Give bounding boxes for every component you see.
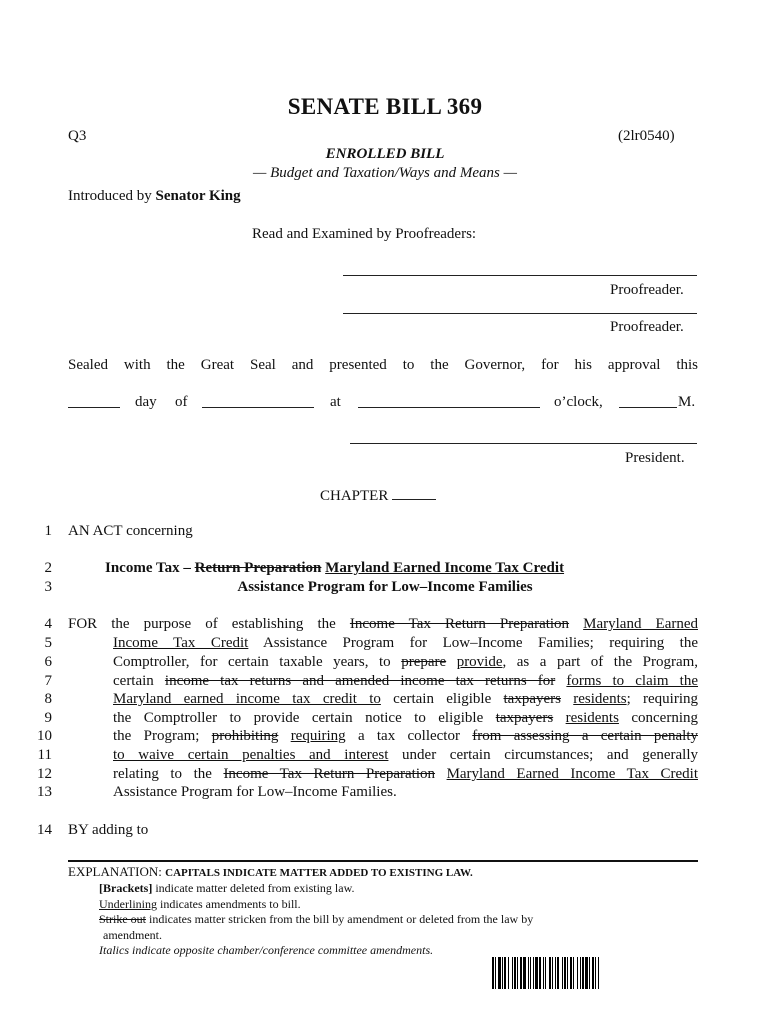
struck-text: Income Tax Return Preparation (223, 766, 436, 782)
purpose-line-8 (113, 691, 698, 708)
text: Comptroller, for certain taxable years, to (113, 654, 402, 670)
purpose-line-10 (113, 728, 698, 745)
strikeout-text: indicates matter stricken from the bill by amendment or deleted from the law by (146, 912, 534, 926)
purpose-line-7 (113, 673, 698, 690)
sponsor-name: Senator King (155, 188, 241, 204)
title-inserted-text: Maryland Earned Income Tax Credit (325, 560, 565, 576)
proofreader-label-2: Proofreader. (610, 319, 684, 335)
purpose-line-13: Assistance Program for Low–Income Families. (113, 784, 397, 800)
inserted-text: Income Tax Credit (113, 635, 249, 651)
text: concerning (618, 710, 699, 726)
bill-title-line-1 (105, 560, 564, 577)
explanation-caps-text: CAPITALS INDICATE MATTER ADDED TO EXISTING LAW. (165, 867, 473, 879)
introduced-prefix: Introduced by (68, 188, 156, 204)
inserted-text: Maryland Earned Income Tax Credit (446, 766, 698, 782)
text: relating to the (113, 766, 224, 782)
lr-number: (2lr0540) (618, 128, 675, 144)
purpose-line-11 (113, 747, 698, 764)
inserted-text: to waive certain penalties and interest (113, 747, 389, 763)
proofreader-signature-line-1 (343, 275, 697, 276)
meridian-label: M. (678, 394, 696, 410)
explanation-heading (68, 864, 473, 880)
purpose-line-12 (113, 766, 698, 783)
day-blank (68, 393, 120, 408)
act-line: AN ACT concerning (68, 523, 193, 539)
line-number: 2 (44, 560, 52, 576)
line-number: 3 (44, 579, 52, 595)
proofreaders-heading: Read and Examined by Proofreaders: (252, 226, 477, 242)
inserted-text: forms to claim the (566, 673, 699, 689)
proofreader-signature-line-2 (343, 313, 697, 314)
purpose-line-4 (68, 616, 698, 633)
brackets-word: [Brackets] (99, 881, 153, 895)
explanation-divider (68, 860, 698, 862)
explanation-strikeout-cont: amendment. (103, 928, 162, 942)
line-number: 10 (37, 728, 52, 744)
explanation-brackets (99, 880, 354, 896)
purpose-line-9 (113, 710, 698, 727)
text: a tax collector (345, 728, 473, 744)
underlining-text: indicates amendments to bill. (157, 897, 301, 911)
text: certain eligible (380, 691, 504, 707)
purpose-line-5 (113, 635, 698, 652)
line-number: 11 (37, 747, 52, 763)
text: Assistance Program for Low–Income Families; requiring the (248, 635, 698, 651)
explanation-underlining (99, 896, 301, 912)
text: , as a part of the Program, (502, 654, 699, 670)
text: under certain circumstances; and generally (388, 747, 698, 763)
line-number: 4 (44, 616, 52, 632)
line-number: 8 (44, 691, 52, 707)
line-number: 1 (44, 523, 52, 539)
struck-text: taxpayers (495, 710, 554, 726)
text: the Program; (113, 728, 212, 744)
chapter-line (320, 485, 436, 506)
oclock-label: o’clock, (554, 394, 603, 410)
inserted-text: Maryland Earned (583, 616, 698, 632)
line-number: 9 (44, 710, 52, 726)
text: ; requiring (626, 691, 698, 707)
struck-text: prepare (401, 654, 447, 670)
chapter-blank (392, 485, 436, 500)
line-number: 13 (37, 784, 52, 800)
bill-title-line-2: Assistance Program for Low–Income Families (237, 579, 533, 595)
line-number: 14 (37, 822, 52, 838)
line-number: 12 (37, 766, 52, 782)
purpose-line-6 (113, 654, 698, 671)
struck-text: Income Tax Return Preparation (349, 616, 570, 632)
day-label: day (135, 394, 157, 410)
at-label: at (330, 394, 341, 410)
explanation-strikeout (99, 911, 533, 927)
struck-text: from assessing a certain penalty (472, 728, 698, 744)
struck-text: income tax returns and amended income tax returns for (164, 673, 556, 689)
text: the Comptroller to provide certain notice to eligible (113, 710, 496, 726)
proofreader-label-1: Proofreader. (610, 282, 684, 298)
enrolled-label: ENROLLED BILL (325, 146, 445, 162)
title-prefix: Income Tax – (105, 560, 195, 576)
struck-text: prohibiting (211, 728, 279, 744)
struck-text: taxpayers (503, 691, 561, 707)
inserted-text: Maryland earned income tax credit to (113, 691, 381, 707)
of-label: of (175, 394, 188, 410)
meridian-blank (619, 393, 677, 408)
inserted-text: provide (456, 654, 503, 670)
explanation-label: EXPLANATION: (68, 864, 166, 879)
text: FOR the purpose of establishing the (68, 616, 350, 632)
underlining-word: Underlining (99, 897, 157, 911)
brackets-text: indicate matter deleted from existing law. (152, 881, 355, 895)
month-blank (202, 393, 314, 408)
time-blank (358, 393, 540, 408)
line-number: 6 (44, 654, 52, 670)
line-number: 7 (44, 673, 52, 689)
title-struck-text: Return Preparation (194, 560, 322, 576)
chapter-label: CHAPTER (320, 488, 389, 504)
inserted-text: residents (565, 710, 619, 726)
president-signature-line (350, 443, 697, 444)
sealed-statement: Sealed with the Great Seal and presented to the Governor, for his approval this (68, 357, 698, 373)
line-number: 5 (44, 635, 52, 651)
barcode-image (492, 957, 680, 989)
by-adding-line: BY adding to (68, 822, 149, 838)
bill-code: Q3 (68, 128, 87, 144)
president-label: President. (625, 450, 685, 466)
text: certain (113, 673, 165, 689)
introduced-line (68, 187, 241, 206)
date-line (68, 393, 698, 414)
explanation-italics: Italics indicate opposite chamber/conference committee amendments. (99, 943, 434, 957)
bill-title-heading: SENATE BILL 369 (287, 94, 483, 119)
inserted-text: requiring (290, 728, 346, 744)
committee-line: — Budget and Taxation/Ways and Means — (253, 165, 517, 181)
inserted-text: residents (573, 691, 627, 707)
strikeout-word: Strike out (99, 912, 146, 926)
